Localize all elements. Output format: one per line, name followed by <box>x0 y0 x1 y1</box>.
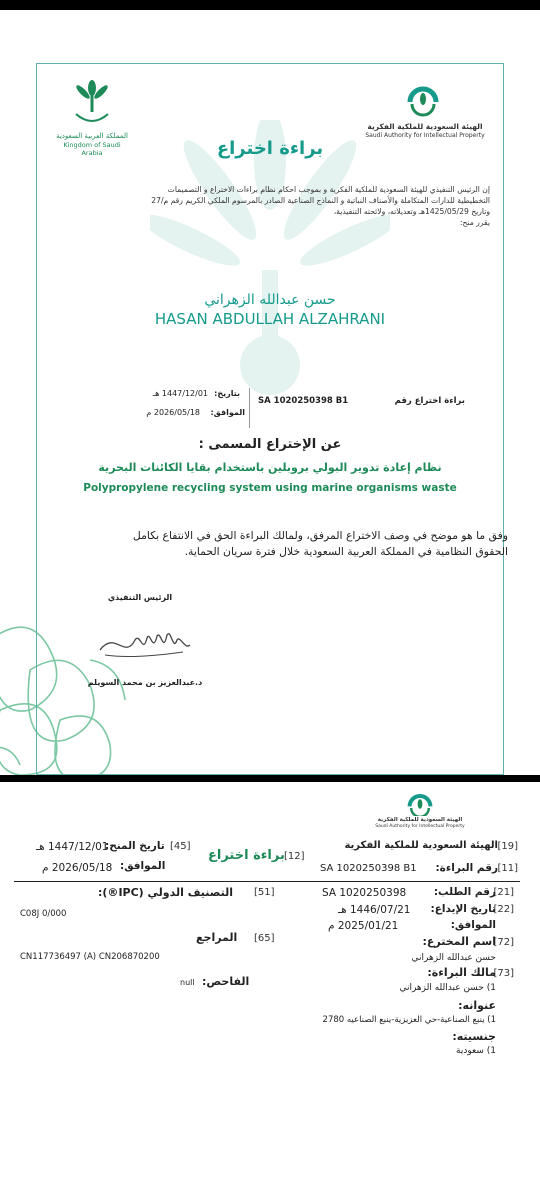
preamble-line-1: إن الرئيس التنفيذي للهيئة السعودية للملكية الفكرية و بموجب احكام نظام براءات الاختراع و التصميمات <box>167 185 490 194</box>
filing-date-label: تاريخ الإيداع: <box>430 903 496 915</box>
code-21: [21] <box>493 887 514 898</box>
grant-corresponding-label: الموافق: <box>120 860 166 872</box>
invention-title-ar: نظام إعادة تدوير البولي بروبلين باستخدام بقايا الكائنات البحرية <box>98 461 442 474</box>
authority-name: الهيئة السعودية للملكية الفكرية <box>344 840 498 851</box>
code-11: [11] <box>497 863 518 874</box>
app-no-label: رقم الطلب: <box>433 886 496 898</box>
ipc-label: التصنيف الدولي (IPC®): <box>98 886 234 899</box>
bibliographic-page <box>0 782 540 1200</box>
ceo-name: د.عبدالعزيز بن محمد السويلم <box>87 678 203 687</box>
references-value: CN117736497 (A) CN206870200 <box>20 952 160 962</box>
ksa-emblem-icon <box>72 80 112 130</box>
address-value: 1) ينبع الصناعية-حي العزيزية-ينبع الصناعيه 2780 <box>322 1015 496 1025</box>
date-gregorian: 2026/05/18 م <box>146 408 200 417</box>
code-73: [73] <box>493 968 514 979</box>
references-label: المراجع <box>196 931 238 944</box>
nationality-value: 1) سعودية <box>456 1046 496 1056</box>
patent-no-label: رقم البراءة: <box>435 862 498 874</box>
header-divider <box>14 881 520 882</box>
filing-date-hijri: 1446/07/21 هـ <box>338 904 411 916</box>
saip-logo-icon <box>404 82 442 118</box>
body-line-1: وفق ما هو موضح في وصف الاختراع المرفق، ولمالك البراءة الحق في الانتفاع بكامل <box>132 529 508 542</box>
filing-corresponding-label: الموافق: <box>450 919 496 931</box>
certificate-page <box>0 10 540 775</box>
saip-logo-small-ar: الهيئة السعودية للملكية الفكرية <box>377 817 463 823</box>
ipc-value: C08J 0/000 <box>20 909 67 919</box>
examiner-value: null <box>180 978 195 987</box>
saip-logo-ar: الهيئة السعودية للملكية الفكرية <box>367 122 483 131</box>
code-12: [12] <box>284 851 305 862</box>
examiner-label: الفاحص: <box>202 975 250 988</box>
grant-date-gregorian: 2026/05/18 م <box>42 862 113 874</box>
inventor-label: اسم المخترع: <box>422 935 496 948</box>
patent-no-value: SA 1020250398 B1 <box>320 863 417 874</box>
grantee-name-ar: حسن عبدالله الزهراني <box>204 292 336 308</box>
date-hijri: 1447/12/01 هـ <box>152 389 208 398</box>
doc-type: براءة اختراع <box>208 848 285 863</box>
code-65: [65] <box>254 933 275 944</box>
code-51: [51] <box>254 887 275 898</box>
filing-date-gregorian: 2025/01/21 م <box>328 920 399 932</box>
saip-logo-small-en: Saudi Authority for Intellectual Property <box>375 824 465 829</box>
body-line-2: الحقوق النظامية في المملكة العربية السعودية خلال فترة سريان الحماية. <box>184 545 508 558</box>
invention-title-en: Polypropylene recycling system using marine organisms waste <box>83 482 457 494</box>
grantee-name-en: HASAN ABDULLAH ALZAHRANI <box>154 310 386 328</box>
ksa-logo-ar: المملكة العربية السعودية <box>56 132 128 140</box>
grant-date-hijri: 1447/12/01 هـ <box>36 841 109 853</box>
owner-value: 1) حسن عبدالله الزهراني <box>399 983 496 993</box>
ceo-signature <box>95 620 195 670</box>
code-19: [19] <box>497 841 518 852</box>
saip-logo-small-icon <box>404 792 436 816</box>
invention-heading: عن الإختراع المسمى : <box>198 437 342 452</box>
date-label: بتاريخ: <box>214 389 240 398</box>
preamble-line-2: التخطيطية للدارات المتكاملة والأصناف النباتية و النماذج الصناعية الصادر بالمرسوم الملكي الكريم رقم م/27 <box>151 196 490 205</box>
corresponding-label: الموافق: <box>210 408 245 417</box>
code-22: [22] <box>493 904 514 915</box>
grant-date-label: تاريخ المنح: <box>105 840 165 852</box>
certificate-title: براءة اختراع <box>216 138 324 159</box>
inventor-value: حسن عبدالله الزهراني <box>411 953 496 963</box>
saip-logo-en: Saudi Authority for Intellectual Property <box>365 132 485 139</box>
code-72: [72] <box>493 937 514 948</box>
owner-label: مالك البراءة: <box>427 966 496 979</box>
preamble-line-3: وتاريخ 1425/05/29هـ وتعديلاته، ولائحته التنفيذية، <box>333 207 490 216</box>
patent-number: SA 1020250398 B1 <box>258 396 349 406</box>
patent-number-label: براءة اختراع رقم <box>394 396 465 406</box>
patent-divider <box>249 388 250 428</box>
nationality-label: جنسيته: <box>452 1030 496 1043</box>
code-45: [45] <box>170 841 191 852</box>
preamble-line-4: يقرر منح: <box>459 218 490 227</box>
app-no-value: SA 1020250398 <box>322 887 407 899</box>
ksa-logo-en: Kingdom of Saudi Arabia <box>63 141 121 157</box>
ceo-label: الرئيس التنفيذي <box>107 593 173 602</box>
address-label: عنوانه: <box>458 999 496 1012</box>
